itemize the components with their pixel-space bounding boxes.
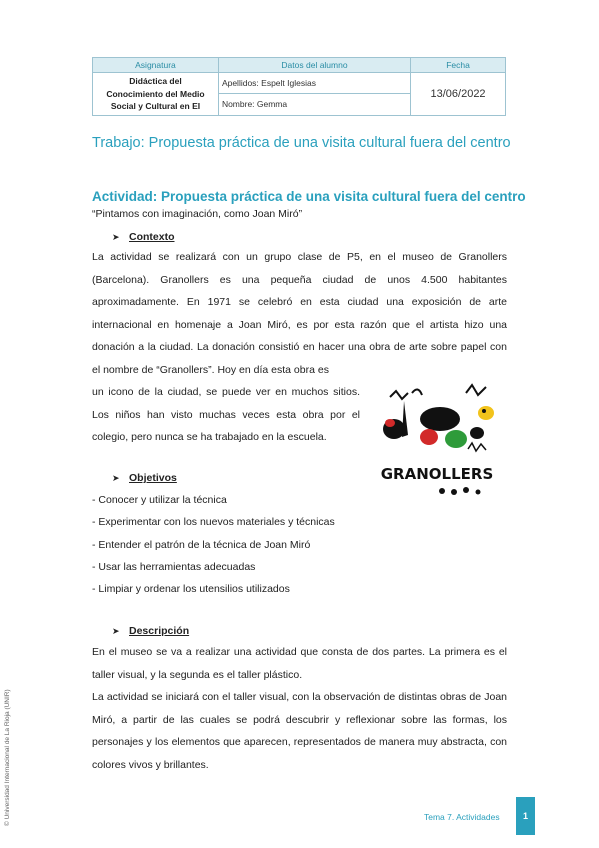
list-item: - Experimentar con los nuevos materiales y técnicas [92,516,335,529]
arrowhead-icon: ➤ [112,626,120,636]
description-paragraph-1: En el museo se va a realizar una actividad que consta de dos partes. La primera es el taller visual, y la segunda es el taller plástico. [92,646,507,681]
header-col-date: Fecha [411,58,506,73]
footer-label: Tema 7. Actividades [424,812,500,822]
copyright-side-note: © Universidad Internacional de La Rioja (UNIR) [4,689,11,826]
arrowhead-icon: ➤ [112,473,120,483]
miro-granollers-artwork [368,375,506,500]
list-item: - Limpiar y ordenar los utensilios utilizados [92,583,290,596]
context-heading-label: Contexto [129,231,175,243]
page-number: 1 [516,797,535,835]
surnames-cell: Apellidos: Espelt Iglesias [218,73,410,94]
objectives-heading [112,472,177,484]
list-item: - Conocer y utilizar la técnica [92,494,227,506]
objectives-heading-label: Objetivos [129,472,177,484]
artwork-caption: GRANOLLERS [380,465,494,483]
description-heading-label: Descripción [129,625,190,637]
context-heading [112,231,175,243]
arrowhead-icon: ➤ [112,232,120,242]
page-title: Trabajo: Propuesta práctica de una visita cultural fuera del centro [92,135,511,151]
subject-line: Conocimiento del Medio [106,88,205,99]
activity-subtitle: Actividad: Propuesta práctica de una visita cultural fuera del centro [92,189,526,204]
list-item: - Entender el patrón de la técnica de Joan Miró [92,538,311,551]
header-col-student: Datos del alumno [218,58,410,73]
context-paragraph-1: La actividad se realizará con un grupo clase de P5, en el museo de Granollers (Barcelona). Granollers es una pequeña ciudad de unos 4.500 habitantes aproximadamente. En 1971 se celebró en esta ciudad una exposición de arte internacional en homenaje a Joan Miró, es por esta razón que el artista hizo una donación a la ciudad. La donación consistió en hacer una obra de arte sobre papel con el nombre de “Granollers”. Hoy en día esta obra es [92,251,507,376]
activity-quote: “Pintamos con imaginación, como Joan Miró” [92,208,303,220]
description-heading [112,625,189,637]
objectives-list [92,489,335,600]
subject-cell [93,73,219,116]
list-item: - Usar las herramientas adecuadas [92,560,256,573]
subject-line: Didáctica del [129,76,182,86]
subject-line: Social y Cultural en EI [110,101,201,111]
header-table [92,57,506,116]
description-paragraph-2: La actividad se iniciará con el taller visual, con la observación de distintas obras de Joan Miró, a partir de las cuales se podrá descubrir y reflexionar sobre las formas, los personajes y los elementos que aparecen, representados de manera muy abstracta, con colores vivos y brillantes. [92,691,507,771]
context-paragraph-2: un icono de la ciudad, se puede ver en muchos sitios. Los niños han visto muchas veces esta obra por el colegio, pero nunca se ha trabajado en la escuela. [92,386,360,443]
name-cell: Nombre: Gemma [218,94,410,115]
header-col-subject: Asignatura [93,58,219,73]
date-cell: 13/06/2022 [411,73,506,116]
